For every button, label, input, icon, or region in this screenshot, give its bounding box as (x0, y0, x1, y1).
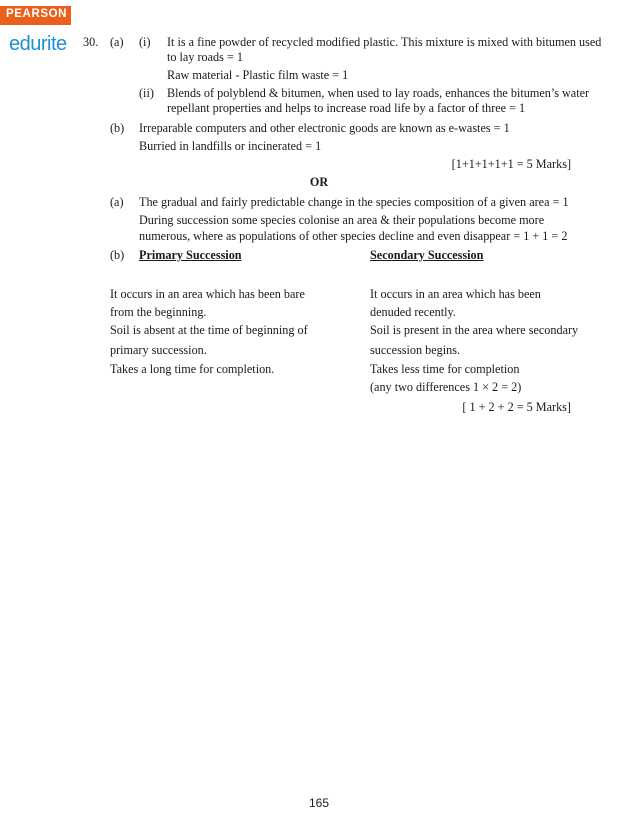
answer-text: Raw material - Plastic film waste = 1 (167, 68, 349, 82)
edurite-logo-text: edurite (9, 33, 67, 55)
pearson-logo-text: PEARSON (6, 8, 68, 20)
primary-succession-heading: Primary Succession (139, 248, 242, 262)
part-b-label: (b) (110, 248, 125, 262)
answer-text: It is a fine powder of recycled modified plastic. This mixture is mixed with bitumen used (167, 35, 602, 49)
secondary-point: Soil is present in the area where secondary (370, 323, 579, 337)
question-number: 30. (83, 35, 99, 49)
pearson-logo (0, 6, 71, 25)
primary-point: Soil is absent at the time of beginning of (110, 323, 308, 337)
primary-point: from the beginning. (110, 305, 207, 319)
answer-text: numerous, where as populations of other species decline and even disappear = 1 + 1 = 2 (139, 229, 568, 243)
answer-text: Irreparable computers and other electronic goods are known as e-wastes = 1 (139, 121, 510, 135)
answer-text: Burried in landfills or incinerated = 1 (139, 139, 322, 153)
primary-point: Takes a long time for completion. (110, 362, 275, 376)
primary-point: primary succession. (110, 343, 207, 357)
part-b-label: (b) (110, 121, 125, 135)
page-number: 165 (308, 796, 330, 810)
answer-text: During succession some species colonise an area & their populations become more (139, 213, 545, 227)
primary-point: It occurs in an area which has been bare (110, 287, 305, 301)
answer-text: Blends of polyblend & bitumen, when used to lay roads, enhances the bitumen’s water (167, 86, 590, 100)
part-a-label: (a) (110, 195, 124, 209)
marks-summary: [1+1+1+1+1 = 5 Marks] (451, 157, 571, 171)
subpart-i-label: (i) (139, 35, 151, 49)
marks-summary: [ 1 + 2 + 2 = 5 Marks] (462, 400, 571, 414)
secondary-point: (any two differences 1 × 2 = 2) (370, 380, 522, 394)
answer-text: The gradual and fairly predictable change in the species composition of a given area = 1 (139, 195, 569, 209)
answer-text: repellant properties and helps to increase road life by a factor of three = 1 (167, 101, 526, 115)
edurite-logo (9, 33, 67, 56)
secondary-point: denuded recently. (370, 305, 456, 319)
or-divider: OR (309, 175, 329, 189)
secondary-point: Takes less time for completion (370, 362, 520, 376)
subpart-ii-label: (ii) (139, 86, 154, 100)
secondary-point: It occurs in an area which has been (370, 287, 541, 301)
part-a-label: (a) (110, 35, 124, 49)
answer-text: to lay roads = 1 (167, 50, 243, 64)
secondary-point: succession begins. (370, 343, 461, 357)
secondary-succession-heading: Secondary Succession (370, 248, 484, 262)
